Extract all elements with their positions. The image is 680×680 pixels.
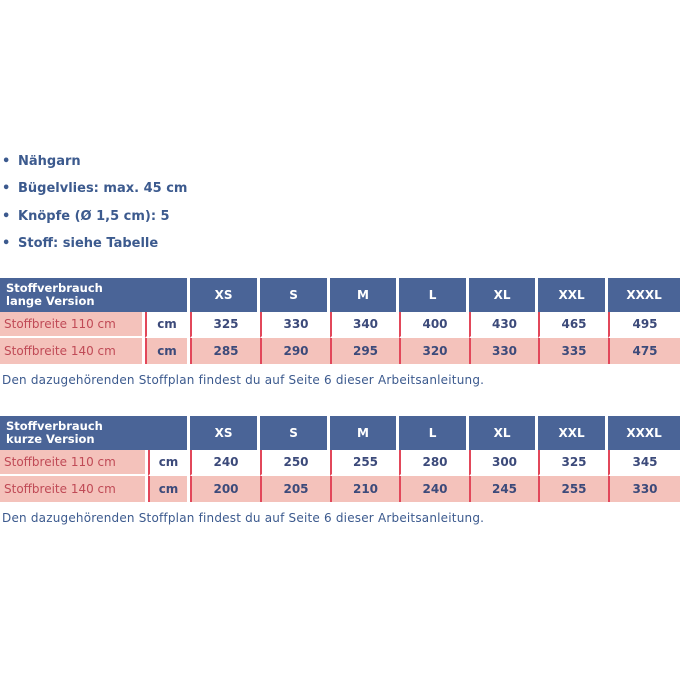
table-title	[0, 278, 190, 312]
table-cell: 320	[399, 338, 469, 364]
size-header: S	[260, 416, 330, 450]
size-header: XXXL	[608, 416, 680, 450]
table-header-row	[0, 416, 680, 450]
size-header: S	[260, 278, 330, 312]
size-header: M	[330, 278, 399, 312]
size-header: XS	[190, 278, 260, 312]
table-cell: 345	[608, 450, 680, 476]
size-header: L	[399, 416, 469, 450]
list-item-text: Knöpfe (Ø 1,5 cm): 5	[18, 208, 170, 224]
bullet-icon: •	[2, 181, 11, 197]
table-row	[0, 312, 680, 338]
table-cell: 280	[399, 450, 469, 476]
table-cell: 475	[608, 338, 680, 364]
table-title-line2: lange Version	[6, 294, 95, 308]
size-header: XL	[469, 278, 538, 312]
table-cell: 325	[190, 312, 260, 338]
row-unit: cm	[145, 338, 190, 364]
size-header: L	[399, 278, 469, 312]
table-cell: 250	[260, 450, 330, 476]
table-cell: 430	[469, 312, 538, 338]
table-cell: 290	[260, 338, 330, 364]
row-label: Stoffbreite 140 cm	[0, 338, 145, 364]
table-cell: 400	[399, 312, 469, 338]
row-unit: cm	[148, 476, 190, 502]
table-cell: 325	[538, 450, 608, 476]
list-item	[2, 153, 187, 180]
bullet-icon: •	[2, 235, 11, 251]
table-cell: 200	[190, 476, 260, 502]
bullet-icon: •	[2, 208, 11, 224]
table-note: Den dazugehörenden Stoffplan findest du auf Seite 6 dieser Arbeitsanleitung.	[2, 373, 485, 387]
table-title	[0, 416, 190, 450]
table-title-line1: Stoffverbrauch	[6, 419, 103, 433]
table-cell: 285	[190, 338, 260, 364]
table-note: Den dazugehörenden Stoffplan findest du auf Seite 6 dieser Arbeitsanleitung.	[2, 511, 485, 525]
size-header: XS	[190, 416, 260, 450]
row-label: Stoffbreite 140 cm	[0, 476, 148, 502]
table-title-line2: kurze Version	[6, 432, 95, 446]
materials-list	[2, 153, 187, 262]
table-cell: 330	[469, 338, 538, 364]
table-cell: 300	[469, 450, 538, 476]
size-header: XXXL	[608, 278, 680, 312]
fabric-table-long	[0, 278, 680, 364]
table-cell: 255	[538, 476, 608, 502]
table-cell: 295	[330, 338, 399, 364]
table-cell: 245	[469, 476, 538, 502]
fabric-table-short	[0, 416, 680, 502]
table-cell: 340	[330, 312, 399, 338]
row-unit: cm	[145, 312, 190, 338]
list-item-text: Nähgarn	[18, 154, 81, 169]
table-cell: 240	[190, 450, 260, 476]
table-cell: 205	[260, 476, 330, 502]
row-label: Stoffbreite 110 cm	[0, 312, 145, 338]
bullet-icon: •	[2, 154, 11, 169]
table-cell: 330	[260, 312, 330, 338]
table-row	[0, 338, 680, 364]
size-header: XXL	[538, 416, 608, 450]
table-cell: 330	[608, 476, 680, 502]
table-cell: 465	[538, 312, 608, 338]
row-unit: cm	[148, 450, 190, 476]
list-item	[2, 235, 187, 262]
table-cell: 210	[330, 476, 399, 502]
list-item-text: Stoff: siehe Tabelle	[18, 235, 159, 251]
table-cell: 335	[538, 338, 608, 364]
table-cell: 495	[608, 312, 680, 338]
table-row	[0, 476, 680, 502]
table-cell: 240	[399, 476, 469, 502]
size-header: XL	[469, 416, 538, 450]
row-label: Stoffbreite 110 cm	[0, 450, 148, 476]
list-item-text: Bügelvlies: max. 45 cm	[18, 181, 188, 197]
size-header: M	[330, 416, 399, 450]
list-item	[2, 208, 187, 235]
list-item	[2, 180, 187, 207]
table-title-line1: Stoffverbrauch	[6, 281, 103, 295]
size-header: XXL	[538, 278, 608, 312]
table-header-row	[0, 278, 680, 312]
table-row	[0, 450, 680, 476]
table-cell: 255	[330, 450, 399, 476]
